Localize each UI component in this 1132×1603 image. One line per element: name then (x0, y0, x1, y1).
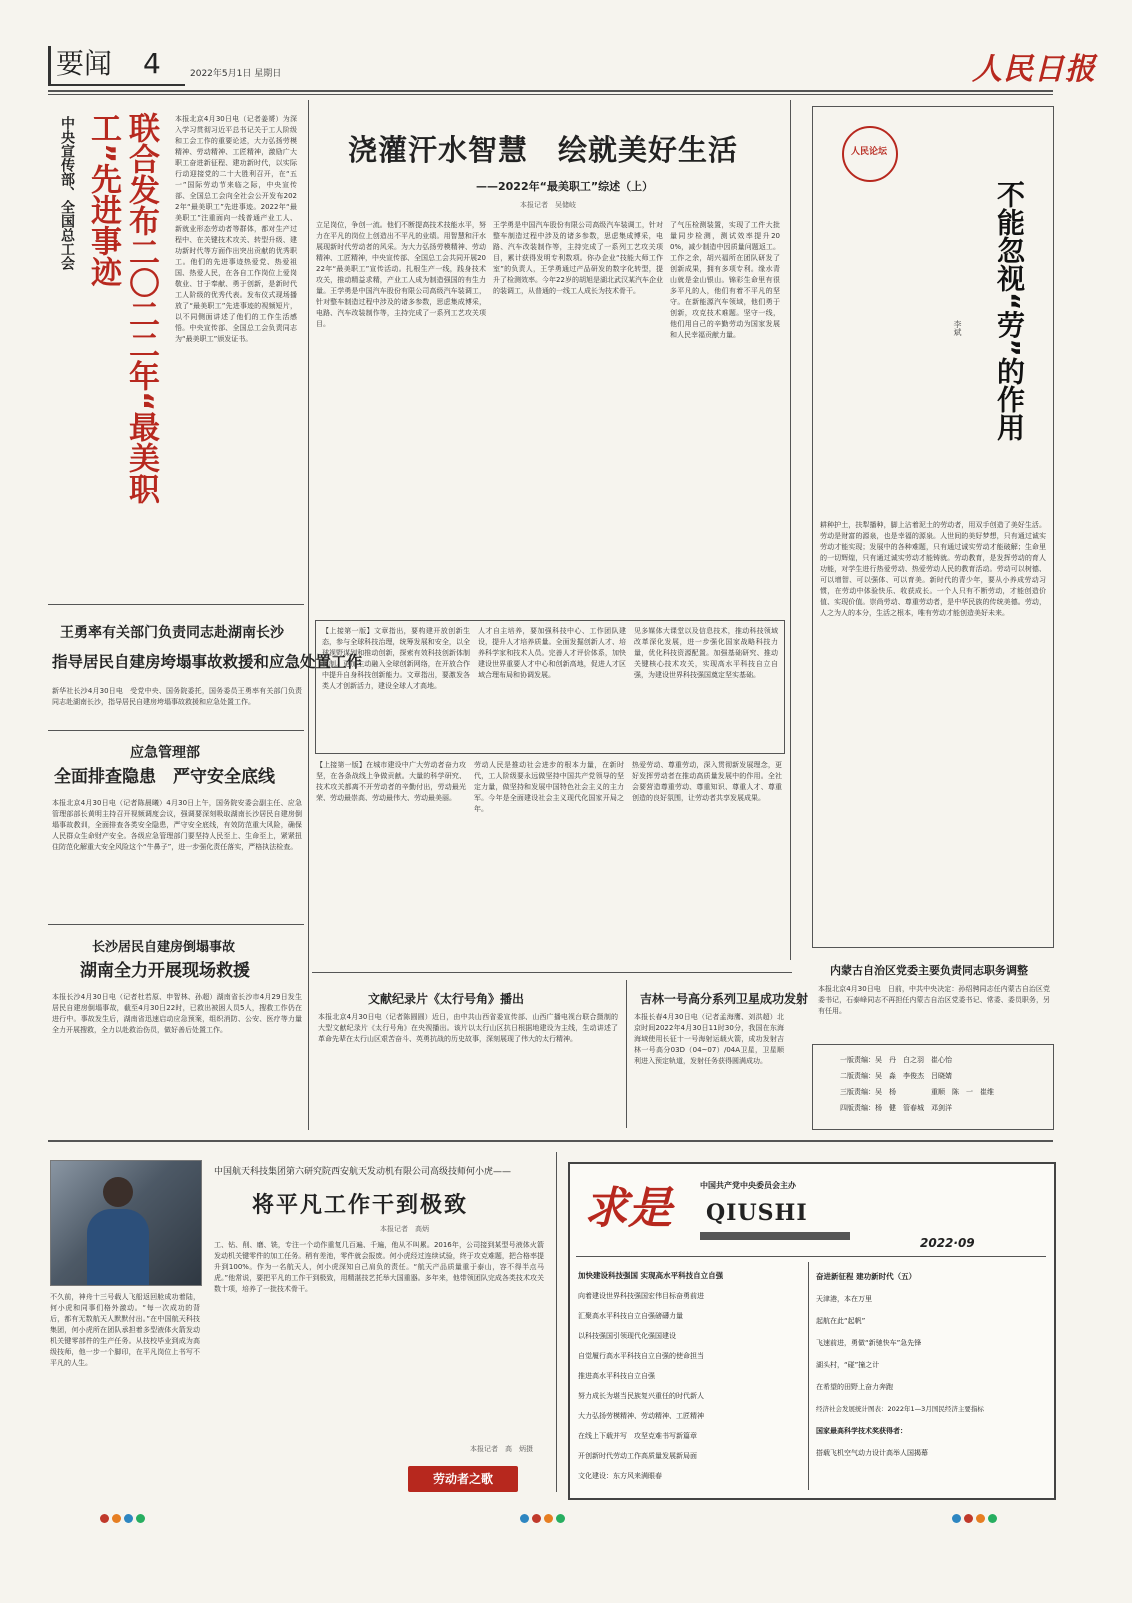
qiushi-item: 文化建设：东方风来满眼春 (578, 1472, 662, 1480)
commentary-author: 李斌 (953, 320, 962, 336)
box-col-2: 人才自主培养，要加强科技中心、工作团队建设，提升人才培养质量。全面发掘创新人才、培养科学家和技术人员。完善人才评价体系，加快建设世界重要人才中心和创新高地，促进人才区域合理布局和协调发展。 (478, 627, 626, 679)
item-1-title: 文献纪录片《太行号角》播出 (368, 992, 525, 1006)
dot (100, 1514, 109, 1523)
qiushi-item: 向着建设世界科技强国宏伟目标奋勇前进 (578, 1292, 704, 1300)
qiushi-kicker: 中国共产党中央委员会主办 (700, 1181, 796, 1190)
profile-label-text: 劳动者之歌 (432, 1472, 493, 1486)
commentary-body: 耕种护土，扶犁播种，脚上沾着泥土的劳动者，用双手创造了美好生活。劳动是财富的源泉，也是幸福的源泉。人世间的美好梦想，只有通过诚实劳动才能实现；发展中的各种难题，只有通过诚实劳动才能破解；生命里的一切辉煌，只有通过诚实劳动才能铸就。劳动教育，是发挥劳动的育人功能，对学生进行热爱劳动、热爱劳动人民的教育活动。劳动可以树德、可以增智、可以强体、可以育美。新时代的青少年，要从小养成劳动习惯，在劳动中体验快乐、收获成长。一个人只有不断劳动，才能创造价值、实现价值。崇尚劳动、尊重劳动者，是中华民族的传统美德。劳动，人之为人的本分，生活之根本，唯有劳动才能创造美好未来。 (820, 521, 1046, 617)
footer-dots-center (520, 1508, 568, 1527)
article-2-body: 本报北京4月30日电（记者陈晨曦）4月30日上午，国务院安委会副主任、应急管理部部长黄明主持召开视频调度会议，强调要深刻吸取湖南长沙居民自建房倒塌事故教训，全面排查各类安全隐患，严守安全底线，有效防范重大风险，确保人民群众生命财产安全。各级应急管理部门要坚持人民至上、生命至上，紧紧扭住防范化解重大安全风险这个“牛鼻子”，进一步强化责任落实，严格执法检查。 (52, 799, 302, 851)
editors-list (840, 1052, 994, 1116)
qiushi-item: 湖头村，“碰”撞之计 (816, 1361, 880, 1369)
qiushi-logo: 求是 (584, 1183, 672, 1234)
qiushi-en-logo: QIUSHI (706, 1200, 808, 1226)
paper-logo: 人民日报 (972, 52, 1096, 87)
qiushi-item: 飞速前进，勇做“新驰快车”急先锋 (816, 1339, 922, 1347)
article-3-title: 湖南全力开展现场救援 (80, 961, 250, 981)
feature-title: 浇灌汗水智慧 绘就美好生活 (348, 133, 739, 167)
profile-title: 将平凡工作干到极致 (252, 1193, 469, 1218)
dot (964, 1514, 973, 1523)
masthead-date: 2022年5月1日 星期日 (190, 69, 282, 79)
dot (556, 1514, 565, 1523)
qiushi-strip (700, 1232, 850, 1240)
feature-col-3: 了气压检测装置，实现了工件大批量同步检测，测试效率提升200%，减少制造中因质量问题返工。工作之余，胡兴福所在团队研发了创新成果，拥有多项专利。缘水青山就是金山银山。锦彩生命里有很多平凡的人，他们有着不平凡的坚守。在新能源汽车领域，他们勇于创新，攻克技术难题。坚守一线，他们用自己的辛勤劳动为国家发展和人民幸福贡献力量。 (670, 221, 780, 339)
qiushi-issue: 2022·09 (920, 1236, 975, 1250)
qiushi-item: 经济社会发展统计图表：2022年1—3月国民经济主要指标 (816, 1405, 984, 1413)
dot (124, 1514, 133, 1523)
profile-body-left: 不久前，神舟十三号载人飞船返回舱成功着陆，何小虎和同事们格外激动。“每一次成功的背后，都有无数航天人默默付出。”在中国航天科技集团，何小虎所在团队承担着多型液体火箭发动机关键零部件的生产任务。从技校毕业到成为高级技师，他一步一个脚印，在平凡岗位上书写不平凡的人生。 (50, 1293, 200, 1367)
commentary-title: 不能忽视“劳”的作用 (993, 180, 1026, 441)
profile-kicker: 中国航天科技集团第六研究院西安航天发动机有限公司高级技师何小虎—— (214, 1167, 512, 1177)
item-3-body: 本报北京4月30日电 日前，中共中央决定：孙绍骋同志任内蒙古自治区党委书记，石泰峰同志不再担任内蒙古自治区党委书记、常委、委员职务，另有任用。 (818, 985, 1050, 1015)
lower-col-3: 热爱劳动、尊重劳动，深入贯彻新发展理念，更好发挥劳动者在推动高质量发展中的作用。全社会要营造尊重劳动、尊重知识、尊重人才、尊重创造的良好氛围，让劳动者共享发展成果。 (632, 761, 782, 802)
item-3-title: 内蒙古自治区党委主要负责同志职务调整 (830, 964, 1028, 977)
qiushi-item: 大力弘扬劳模精神、劳动精神、工匠精神 (578, 1412, 704, 1420)
profile-credit: 本报记者 高 炳摄 (470, 1445, 533, 1453)
masthead-rule-thin (48, 94, 1053, 95)
dot (136, 1514, 145, 1523)
person-silhouette (103, 1177, 133, 1207)
left-sep-1 (48, 604, 304, 605)
lower-col-1: 【上接第一版】在城市建设中广大劳动者奋力攻坚，在各条战线上争做贡献。大量的科学研究、技术攻关都离不开劳动者的辛勤付出，劳动最光荣、劳动最崇高、劳动最伟大、劳动最美丽。 (316, 761, 466, 802)
item-divider (626, 980, 627, 1128)
feature-col-1: 立足岗位，争创一流。他们不断提高技术技能水平，努力在平凡的岗位上创造出不平凡的业绩。用智慧和汗水展现新时代劳动者的风采。为大力弘扬劳模精神、劳动精神、工匠精神，中央宣传部、全国总工会共同开展2022年“最美职工”宣传活动。扎根生产一线，践身技术攻关，推动精益求精，产业工人成为制造强国的有生力量。王学勇是中国汽车股份有限公司高级汽车装调工，针对整车制造过程中涉及的诸多参数，思虑集成博采，电路、汽车改装制作等，主持完成了一系列工艺攻关项目。 (316, 221, 486, 328)
item-2-body: 本报长春4月30日电（记者孟海鹰、刘洪超）北京时间2022年4月30日11时30分，我国在东海海域使用长征十一号海射运载火箭，成功发射吉林一号高分03D（04~07）/04A卫星，卫星顺利进入预定轨道，发射任务获得圆满成功。 (634, 1013, 784, 1065)
qiushi-item: 汇聚高水平科技自立自强磅礴力量 (578, 1312, 683, 1320)
profile-body: 工、钻、削、磨、铣，专注一个动作重复几百遍、千遍，他从不叫累。2016年，公司接到某型号液体火箭发动机关键零件的加工任务。稍有差池，零件就会报废。何小虎经过连续试验，终于攻克难题，把合格率提升到100%。作为一名航天人，何小虎深知自己肩负的责任。“航天产品质量重于泰山，容不得半点马虎。”他常说，要把平凡的工作干到极致，用精湛技艺托举大国重器。多年来，他带领团队完成各类技术攻关数十项，培养了一批技术骨干。 (214, 1241, 544, 1293)
dot (988, 1514, 997, 1523)
qiushi-col-rule (808, 1262, 809, 1490)
feature-subtitle: ——2022年“最美职工”综述（上） (476, 180, 654, 193)
qiushi-item: 搭载飞机空气动力设计高举人国揭幕 (816, 1449, 928, 1457)
dot (976, 1514, 985, 1523)
qiushi-rule (576, 1256, 1046, 1257)
qiushi-item: 奋进新征程 建功新时代（五） (816, 1272, 917, 1281)
profile-byline: 本报记者 高炳 (380, 1225, 429, 1233)
qiushi-item: 在线上下载并写 攻坚克难书写新篇章 (578, 1432, 697, 1440)
lead-body: 本报北京4月30日电（记者姜赟）为深入学习贯彻习近平总书记关于工人阶级和工会工作的重要论述，大力弘扬劳模精神、劳动精神、工匠精神，激励广大职工奋进新征程、建功新时代，以实际行动迎接党的二十大胜利召开，在“五一”国际劳动节来临之际，中央宣传部、全国总工会向全社会公开发布2022年“最美职工”先进事迹。2022年“最美职工”注重面向一线普通产业工人、新就业形态劳动者等群体，都对生产过程中、在关键技术攻关、转型升级、建功新时代等方面作出突出贡献的优秀职工。他们的先进事迹热爱党、热爱祖国、热爱人民，在各自工作岗位上爱岗敬业、甘于奉献、勇于创新，是新时代工人阶级的优秀代表。发布仪式现场播放了“最美职工”先进事迹的视频短片，以不同侧面讲述了他们的工作生活感悟。中央宣传部、全国总工会负责同志为“最美职工”颁发证书。 (175, 115, 297, 343)
article-2-kicker: 应急管理部 (130, 745, 200, 761)
lead-kicker: 中央宣传部、全国总工会 (59, 116, 75, 270)
article-1-title-line2: 指导居民自建房垮塌事故救援和应急处置工作 (52, 653, 363, 671)
lead-headline: 联合发布二〇二二年“最美职工”先进事迹 (85, 112, 159, 505)
box-col-3: 见多媒体大课堂以及信息技术，推动科技领域改革深化发展，进一步强化国家战略科技力量，优化科技资源配置。加强基础研究、推动关键核心技术攻关，实现高水平科技自立自强，为建设世界科技强国奠定坚实基础。 (634, 627, 778, 679)
col-rule-feature-right (790, 100, 791, 960)
item-2-title: 吉林一号高分系列卫星成功发射 (640, 992, 809, 1006)
page-number: 4 (143, 47, 161, 80)
article-2-title: 全面排查隐患 严守安全底线 (54, 767, 275, 787)
dot (112, 1514, 121, 1523)
person-body (87, 1209, 149, 1285)
profile-divider (556, 1152, 557, 1492)
masthead-rule (48, 90, 1053, 92)
profile-photo (50, 1160, 202, 1286)
qiushi-left-list (578, 1266, 802, 1486)
dot (544, 1514, 553, 1523)
qiushi-item: 推进高水平科技自立自强 (578, 1372, 655, 1380)
qiushi-item: 开创新时代劳动工作高质量发展新局面 (578, 1452, 697, 1460)
qiushi-item: 起航在此“起帆” (816, 1317, 866, 1325)
section-divider (48, 1140, 1053, 1142)
qiushi-item: 加快建设科技强国 实现高水平科技自立自强 (578, 1271, 724, 1280)
commentary-logo-text: 人民论坛 (850, 147, 887, 157)
dot (532, 1514, 541, 1523)
editor-line: 四版责编：杨 健 管春城 邓剑洋 (840, 1104, 952, 1112)
article-3-body: 本报长沙4月30日电（记者杜若原、申智林、孙超）湖南省长沙市4月29日发生居民自建房倒塌事故，截至4月30日22时，已救出被困人员5人，搜救工作仍在进行中。事故发生后，湖南省迅速启动应急预案，组织消防、公安、医疗等力量全力开展搜救，全力以赴救治伤员，做好善后处置工作。 (52, 993, 302, 1034)
editor-line: 二版责编：吴 淼 李俊杰 吕晓婧 (840, 1072, 952, 1080)
qiushi-right-list (816, 1266, 1044, 1464)
dot (520, 1514, 529, 1523)
article-1-title-line1: 王勇率有关部门负责同志赴湖南长沙 (60, 625, 284, 641)
feature-col-2: 王学勇是中国汽车股份有限公司高级汽车装调工，针对整车制造过程中涉及的诸多参数，思虑集成博采，电路、汽车改装制作等，主持完成了一系列工艺攻关项目，累计获得发明专利数项。你办企业“技能大师工作室”的负责人，王学勇通过产品研发的数字化转型，提升了检测效率。今年22岁的胡旭是湖北武汉某汽车企业的装调工，从普通的一线工人成长为技术骨干。 (493, 221, 663, 295)
editor-line: 三版责编：吴 杨 重顺 陈 一 崔维 (840, 1088, 994, 1096)
article-1-body: 新华社长沙4月30日电 受党中央、国务院委托，国务委员王勇率有关部门负责同志赴湖南长沙，指导居民自建房垮塌事故救援和应急处置工作。 (52, 687, 302, 706)
dot (952, 1514, 961, 1523)
qiushi-item: 在希望的田野上奋力奔跑 (816, 1383, 893, 1391)
qiushi-item: 国家最高科学技术奖获得者： (816, 1427, 907, 1435)
section-name: 要闻 (56, 47, 113, 80)
lower-col-2: 劳动人民是推动社会进步的根本力量，在新时代，工人阶级要永远做坚持中国共产党领导的坚定力量，做坚持和发展中国特色社会主义的主力军。今年是全面建设社会主义现代化国家开局之年。 (474, 761, 624, 813)
qiushi-item: 努力成长为堪当民族复兴重任的时代新人 (578, 1392, 704, 1400)
box-col-1: 【上接第一版】文章指出，要构建开放创新生态，参与全球科技治理，统筹发展和安全，以全球视野谋划和推动创新，探索有效科技创新体制机制。更加主动融入全球创新网络，在开放合作中提升自身科技创新能力。文章指出，要激发各类人才创新活力，建设全球人才高地。 (322, 627, 470, 690)
footer-dots-left (100, 1508, 148, 1527)
feature-byline: 本报记者 吴储岐 (520, 201, 576, 209)
footer-dots-right (952, 1508, 1000, 1527)
left-sep-2 (48, 730, 304, 731)
feature-bottom-rule (312, 972, 792, 973)
qiushi-item: 天津港，本在万里 (816, 1295, 872, 1303)
article-3-kicker: 长沙居民自建房倒塌事故 (92, 940, 236, 955)
left-sep-3 (48, 924, 304, 925)
qiushi-item: 自觉履行高水平科技自立自强的使命担当 (578, 1352, 704, 1360)
editor-line: 一版责编：吴 丹 白之羽 崔心怡 (840, 1056, 952, 1064)
col-rule-left (308, 100, 309, 1130)
qiushi-item: 以科技强国引领现代化强国建设 (578, 1332, 676, 1340)
item-1-body: 本报北京4月30日电（记者陈圆圆）近日，由中共山西省委宣传部、山西广播电视台联合摄制的大型文献纪录片《太行号角》在央视播出。该片以太行山区抗日根据地建设为主线，生动讲述了革命先辈在太行山区艰苦奋斗、英勇抗战的历史故事，深刻展现了伟大的太行精神。 (318, 1013, 618, 1043)
